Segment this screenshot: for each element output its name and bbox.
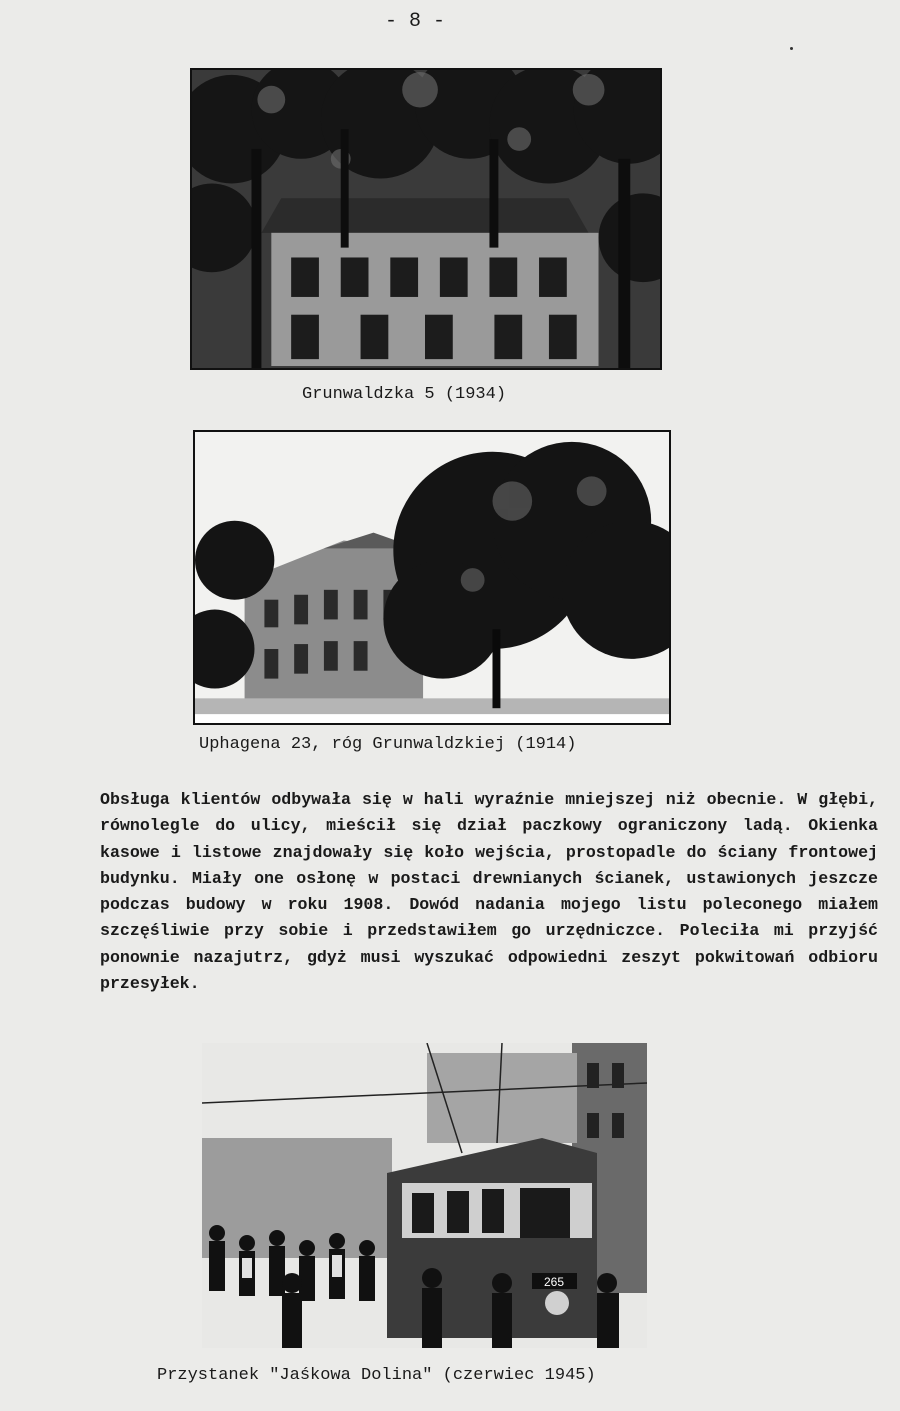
photo-caption-3: Przystanek "Jaśkowa Dolina" (czerwiec 1945) [157, 1366, 596, 1385]
photo-caption-2: Uphagena 23, róg Grunwaldzkiej (1914) [199, 735, 577, 754]
paragraph-text: Obsługa klientów odbywała się w hali wyraźnie mniejszej niż obecnie. W głębi, równolegle do ulicy, mieścił się dział paczkowy ograniczony ladą. Okienka kasowe i listowe znajdowały się koło wejścia, prostopadle do ściany frontowej budynku. Miały one osłonę w postaci drewnianych ścianek, ustawionych jeszcze podczas budowy w roku 1908. Dowód nadania mojego listu poleconego miałem szczęśliwie przy sobie i przedstawiłem go urzędniczce. Poleciła mi przyjść ponownie nazajutrz, gdyż musi wyszukać odpowiedni zeszyt pokwitowań odbioru przesyłek. [100, 790, 878, 994]
body-paragraph [100, 787, 878, 997]
photo-grunwaldzka-5 [190, 68, 662, 370]
photo-caption-1: Grunwaldzka 5 (1934) [302, 385, 507, 404]
page-number: - 8 - [384, 10, 445, 33]
tram-number-label: 265 [543, 1275, 565, 1289]
tram-photo [202, 1043, 647, 1348]
speck [790, 47, 793, 50]
building-photo-2 [195, 432, 669, 723]
photo-tram-stop [202, 1043, 647, 1348]
building-photo-1 [192, 70, 660, 368]
photo-uphagena-23 [193, 430, 671, 725]
